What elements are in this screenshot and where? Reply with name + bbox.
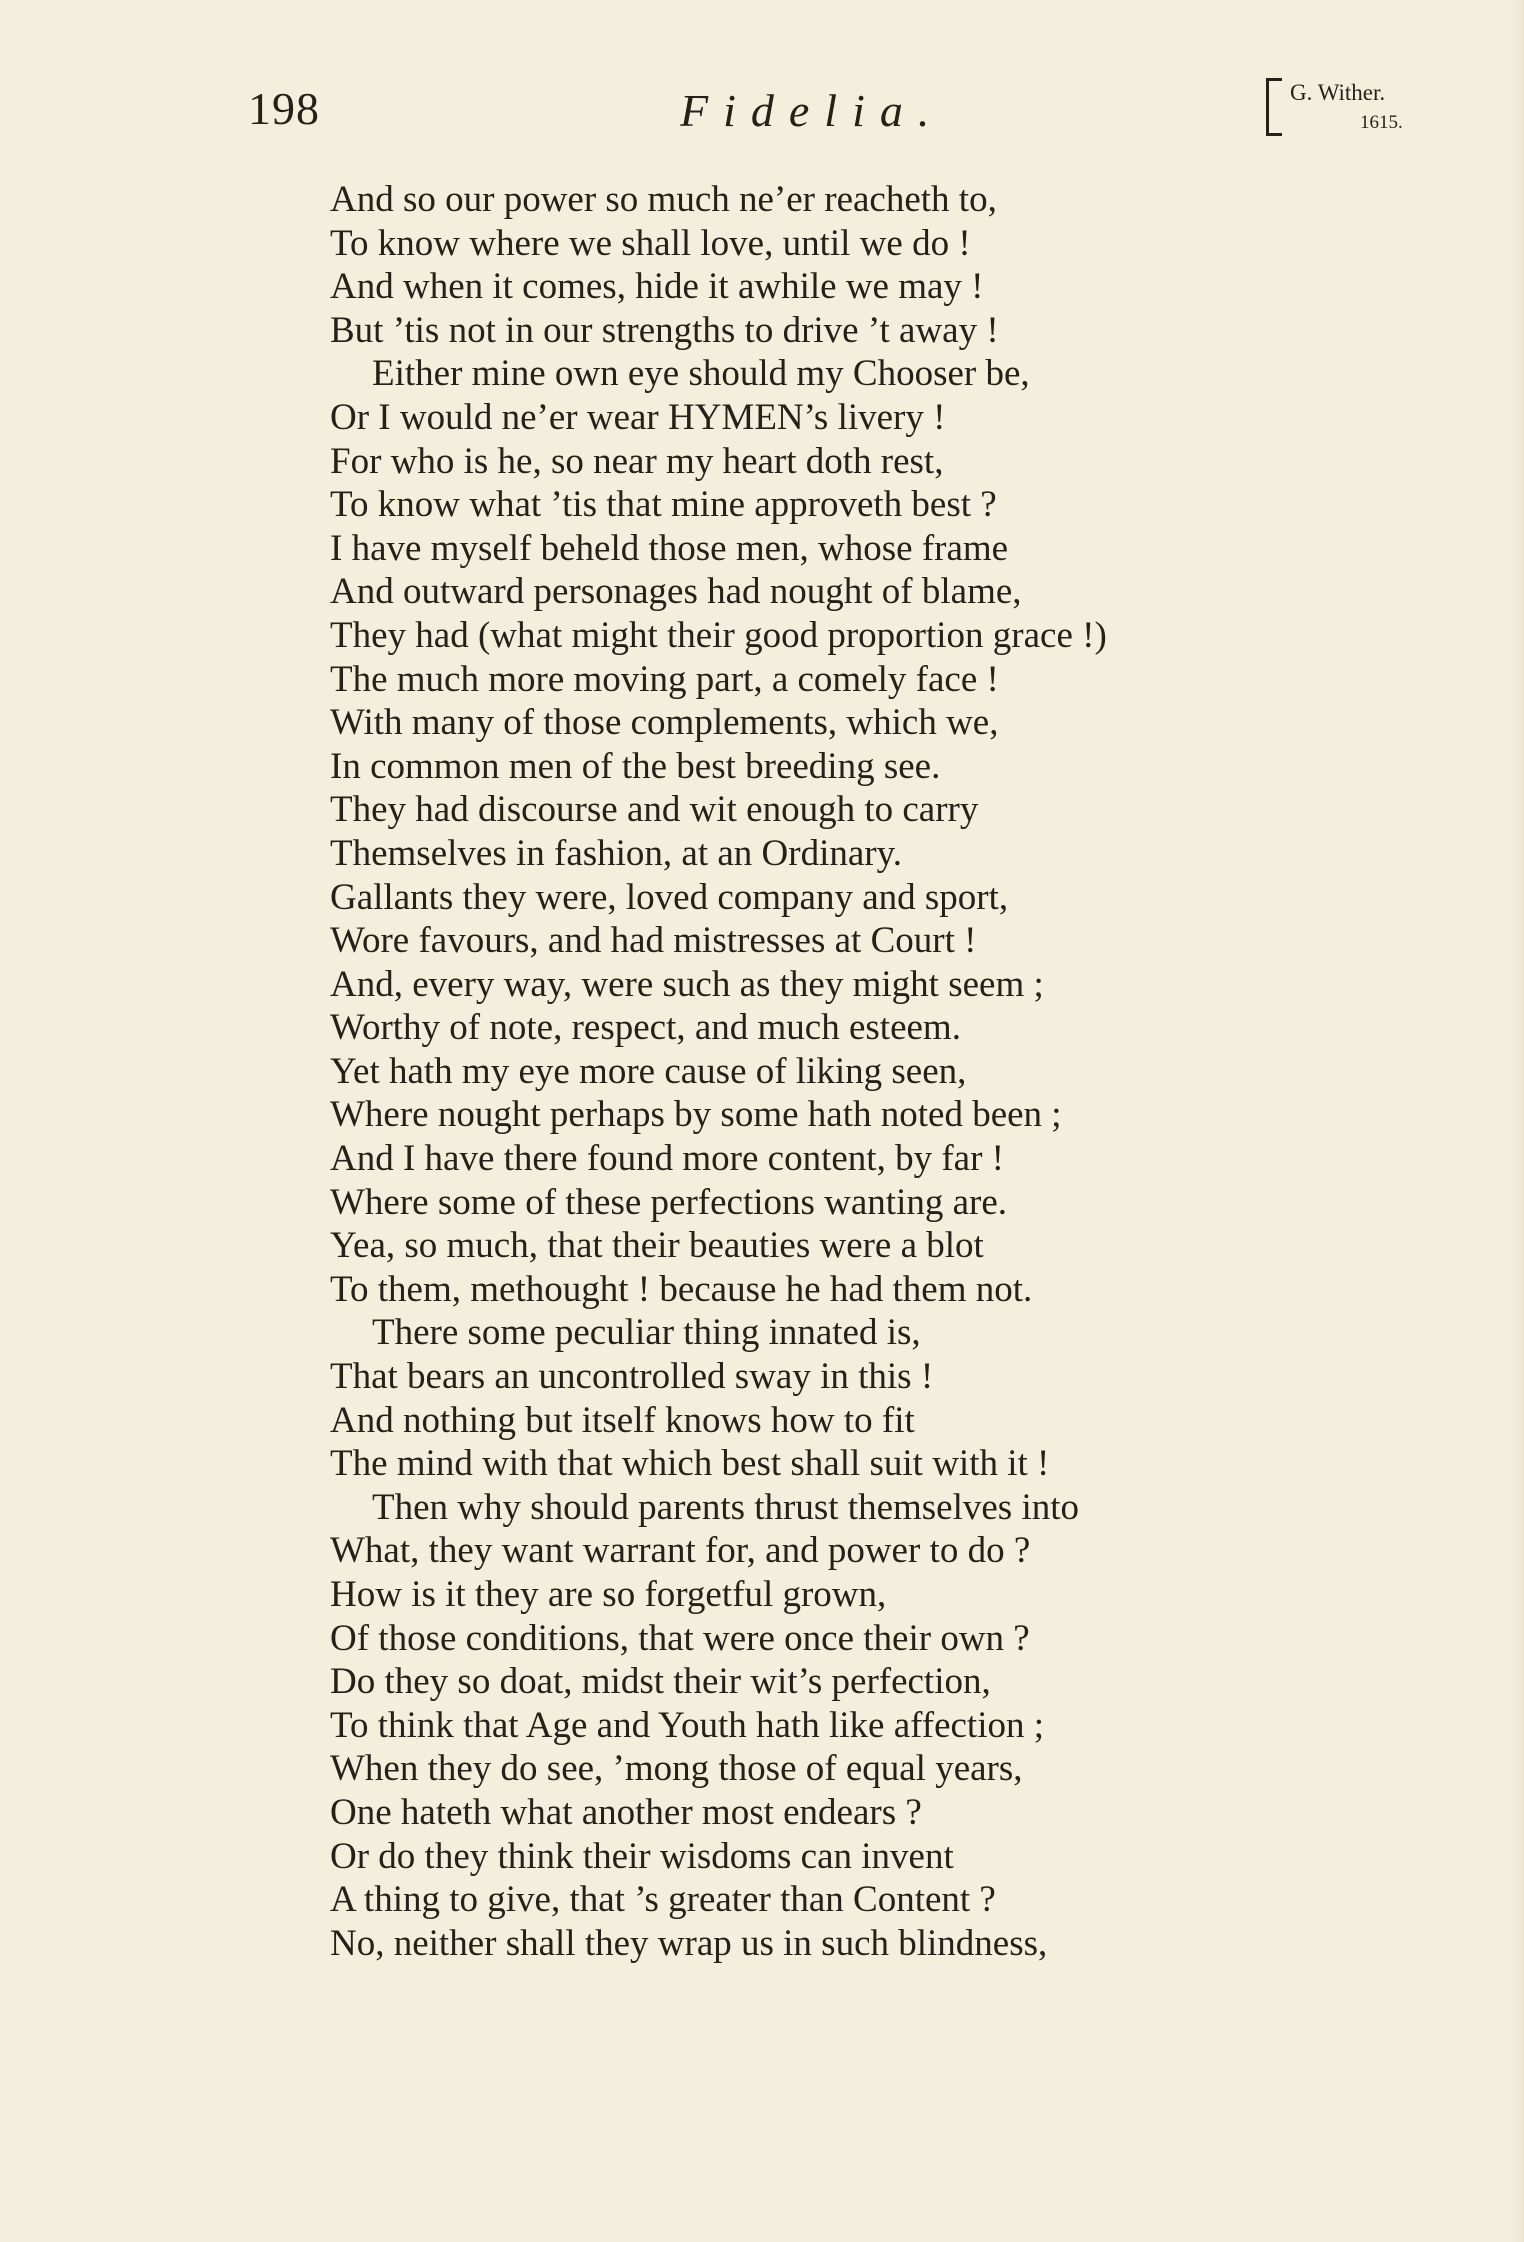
verse-block [330,178,1470,1965]
verse-line: The much more moving part, a comely face ! [330,658,999,700]
verse-line: Then why should parents thrust themselves into [372,1486,1080,1528]
verse-line: Wore favours, and had mistresses at Court ! [330,920,977,962]
verse-line: For who is he, so near my heart doth rest, [330,440,944,482]
verse-line: There some peculiar thing innated is, [372,1312,921,1354]
verse-line: And when it comes, hide it awhile we may ! [330,266,984,308]
verse-line: When they do see, ’mong those of equal years, [330,1748,1023,1790]
verse-line: Or do they think their wisdoms can invent [330,1835,954,1877]
verse-line: In common men of the best breeding see. [330,745,941,787]
verse-line: They had (what might their good proportion grace !) [330,614,1107,656]
verse-line: No, neither shall they wrap us in such blindness, [330,1922,1048,1964]
verse-line: A thing to give, that ’s greater than Content ? [330,1879,996,1921]
verse-line: Or I would ne’er wear HYMEN’s livery ! [330,396,946,438]
verse-line: Where some of these perfections wanting are. [330,1181,1008,1223]
page-edge [1510,0,1524,2242]
author-year: 1615. [1360,112,1403,133]
verse-line: To know where we shall love, until we do ! [330,222,971,264]
page-number: 198 [248,83,320,134]
verse-line: But ’tis not in our strengths to drive ’t away ! [330,309,999,351]
verse-line: What, they want warrant for, and power to do ? [330,1530,1031,1572]
verse-line: To know what ’tis that mine approveth best ? [330,484,997,526]
verse-line: And nothing but itself knows how to fit [330,1399,915,1441]
running-title: Fidelia. [680,85,945,136]
verse-line: They had discourse and wit enough to carry [330,789,979,831]
verse-line: Of those conditions, that were once their own ? [330,1617,1030,1659]
verse-line: And, every way, were such as they might seem ; [330,963,1044,1005]
verse-line: Themselves in fashion, at an Ordinary. [330,832,902,874]
verse-line: Worthy of note, respect, and much esteem. [330,1007,961,1049]
verse-line: To them, methought ! because he had them not. [330,1268,1033,1310]
verse-line: With many of those complements, which we, [330,702,999,744]
verse-line: One hateth what another most endears ? [330,1791,922,1833]
verse-line: That bears an uncontrolled sway in this ! [330,1356,934,1398]
verse-line: The mind with that which best shall suit with it ! [330,1443,1050,1485]
author-bracket [1266,78,1282,136]
verse-line: Gallants they were, loved company and sport, [330,876,1009,918]
verse-line: Where nought perhaps by some hath noted been ; [330,1094,1062,1136]
verse-line: Yet hath my eye more cause of liking seen, [330,1050,967,1092]
verse-line: Do they so doat, midst their wit’s perfection, [330,1661,991,1703]
author-name: G. Wither. [1290,80,1386,105]
verse-line: Either mine own eye should my Chooser be, [372,353,1030,395]
verse-line: And so our power so much ne’er reacheth to, [330,179,997,220]
verse-line: I have myself beheld those men, whose frame [330,527,1009,569]
verse-line: How is it they are so forgetful grown, [330,1574,887,1615]
verse-line: And I have there found more content, by far ! [330,1138,1004,1180]
verse-line: Yea, so much, that their beauties were a blot [330,1225,984,1267]
verse-line: To think that Age and Youth hath like affection ; [330,1704,1045,1746]
verse-line: And outward personages had nought of blame, [330,571,1022,613]
